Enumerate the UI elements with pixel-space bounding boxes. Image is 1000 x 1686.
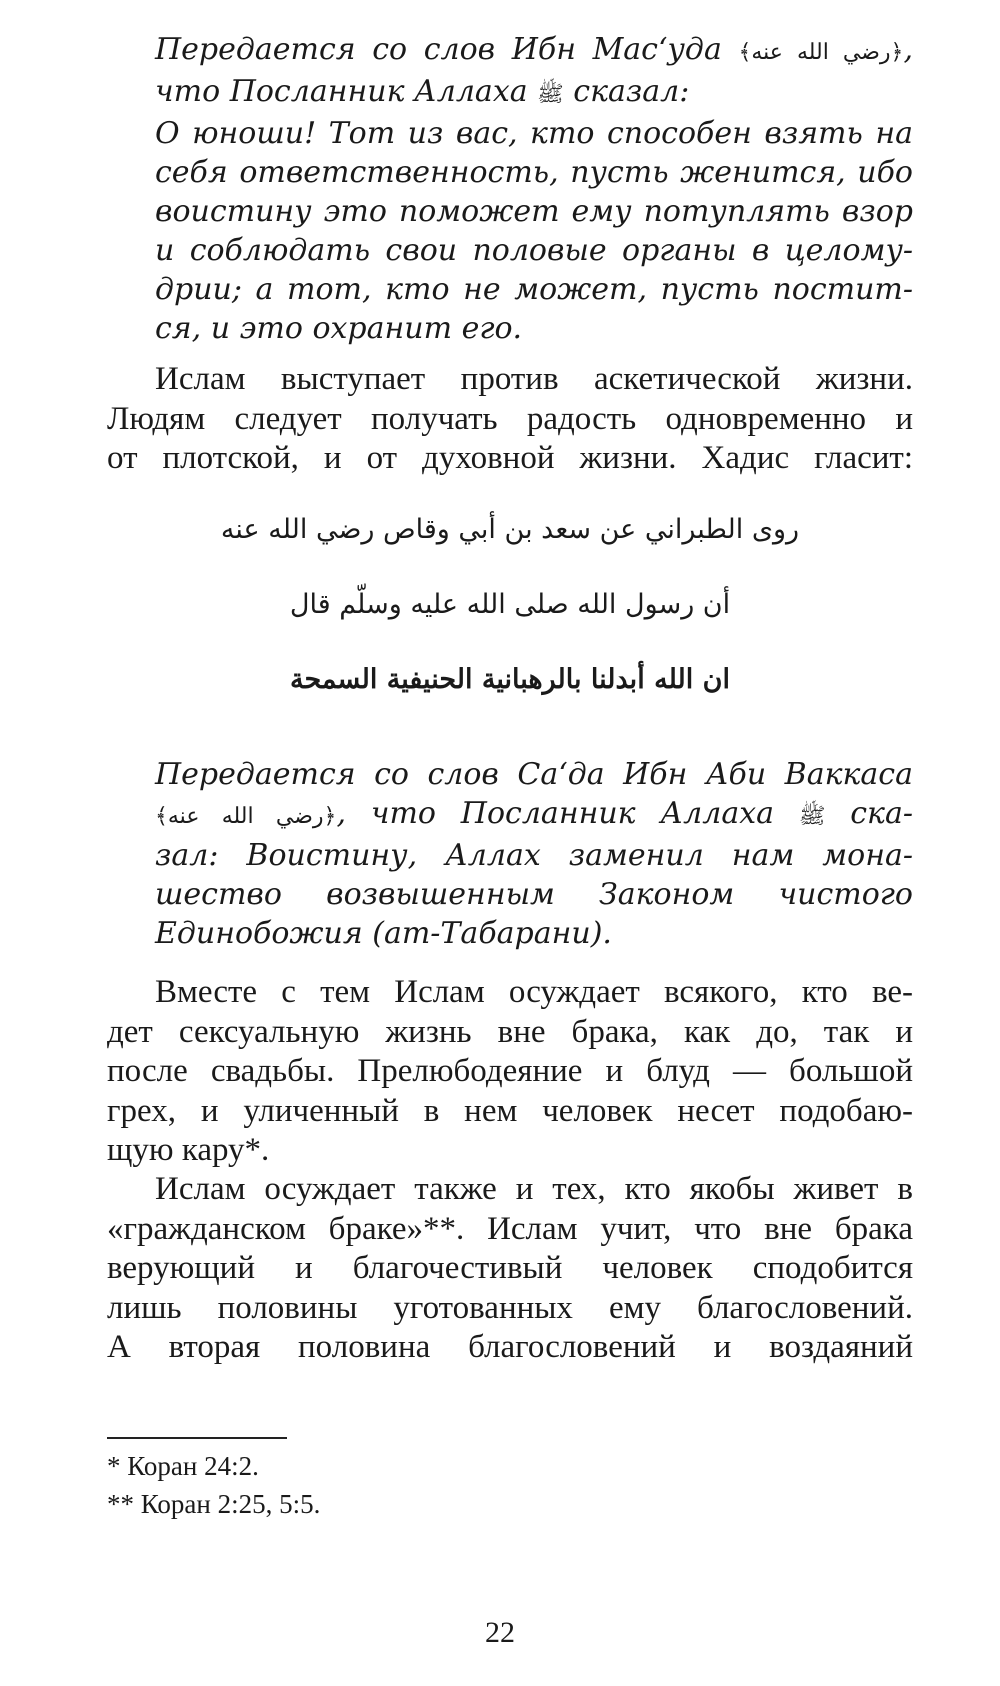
quote-line: ся, и это охранит его. xyxy=(155,311,523,346)
footnote-1: * Коран 24:2. xyxy=(107,1451,259,1481)
text-line: А вторая половина благословений и воздаяний xyxy=(107,1329,913,1365)
quote-line: что Посланник Аллаха ﷺ сказал: xyxy=(155,74,690,109)
quote-line: ﴿رضي الله عنه﴾, что Посланник Аллаха ﷺ ска- xyxy=(155,796,913,831)
quote-line: Передается со слов Ибн Мас‘уда ﴿رضي الله عنه﴾, xyxy=(155,32,913,67)
footnote-divider xyxy=(107,1437,287,1439)
text-line: лишь половины уготованных ему благословений. xyxy=(107,1289,913,1326)
quote-line: О юноши! Тот из вас, кто способен взять на xyxy=(155,116,913,151)
quote-line: дрии; а тот, кто не может, пусть постит- xyxy=(155,272,913,307)
text-line: Ислам осуждает также и тех, кто якобы живет в xyxy=(155,1171,913,1207)
quote-line: воистину это поможет ему потуплять взор xyxy=(155,194,913,229)
quote-line: и соблюдать свои половые органы в целому- xyxy=(155,233,913,268)
text-line: «гражданском браке»**. Ислам учит, что вне брака xyxy=(107,1210,913,1247)
quote-line: зал: Воистину, Аллах заменил нам мона- xyxy=(155,838,913,873)
hadith-quote-sad xyxy=(155,755,913,953)
paragraph-asceticism xyxy=(107,360,913,479)
honorific-radiallahu-anhu: ﴿رضي الله عنه﴾ xyxy=(155,804,337,829)
text-line: верующий и благочестивый человек сподобится xyxy=(107,1250,913,1286)
arabic-line-1: روى الطبراني عن سعد بن أبي وقاص رضي الله عنه xyxy=(220,514,800,545)
salawat-symbol: ﷺ xyxy=(537,82,564,107)
text-line: после свадьбы. Прелюбодеяние и блуд — большой xyxy=(107,1053,913,1089)
text-line: от плотской, и от духовной жизни. Хадис гласит: xyxy=(107,440,913,476)
honorific-radiallahu-anhu: ﴿رضي الله عنه﴾ xyxy=(738,40,904,65)
quote-line: Передается со слов Са‘да Ибн Аби Ваккаса xyxy=(155,757,913,792)
paragraph-civil-marriage xyxy=(107,1170,913,1368)
text-line: Вместе с тем Ислам осуждает всякого, кто ве- xyxy=(155,974,913,1010)
text-line: Людям следует получать радость одновременно и xyxy=(107,400,913,437)
paragraph-marriage xyxy=(107,973,913,1171)
page-number: 22 xyxy=(485,1616,515,1649)
text-line: щую кару*. xyxy=(107,1132,270,1168)
arabic-line-2: أن رسول الله صلى الله عليه وسلّم قال xyxy=(289,589,731,620)
quote-line: себя ответственность, пусть женится, ибо xyxy=(155,155,913,190)
salawat-symbol: ﷺ xyxy=(798,804,826,829)
arabic-hadith-text: ان الله أبدلنا بالرهبانية الحنيفية السمحة xyxy=(290,664,730,695)
quote-line: Единобожия (ат-Табарани). xyxy=(155,916,612,951)
footnote-2: ** Коран 2:25, 5:5. xyxy=(107,1489,321,1519)
text-line: грех, и уличенный в нем человек несет подобаю- xyxy=(107,1092,913,1129)
text-line: дет сексуальную жизнь вне брака, как до, так и xyxy=(107,1013,913,1050)
text-line: Ислам выступает против аскетической жизни. xyxy=(155,361,913,397)
hadith-quote-ibn-masud xyxy=(155,30,913,348)
quote-line: шество возвышенным Законом чистого xyxy=(155,877,913,912)
